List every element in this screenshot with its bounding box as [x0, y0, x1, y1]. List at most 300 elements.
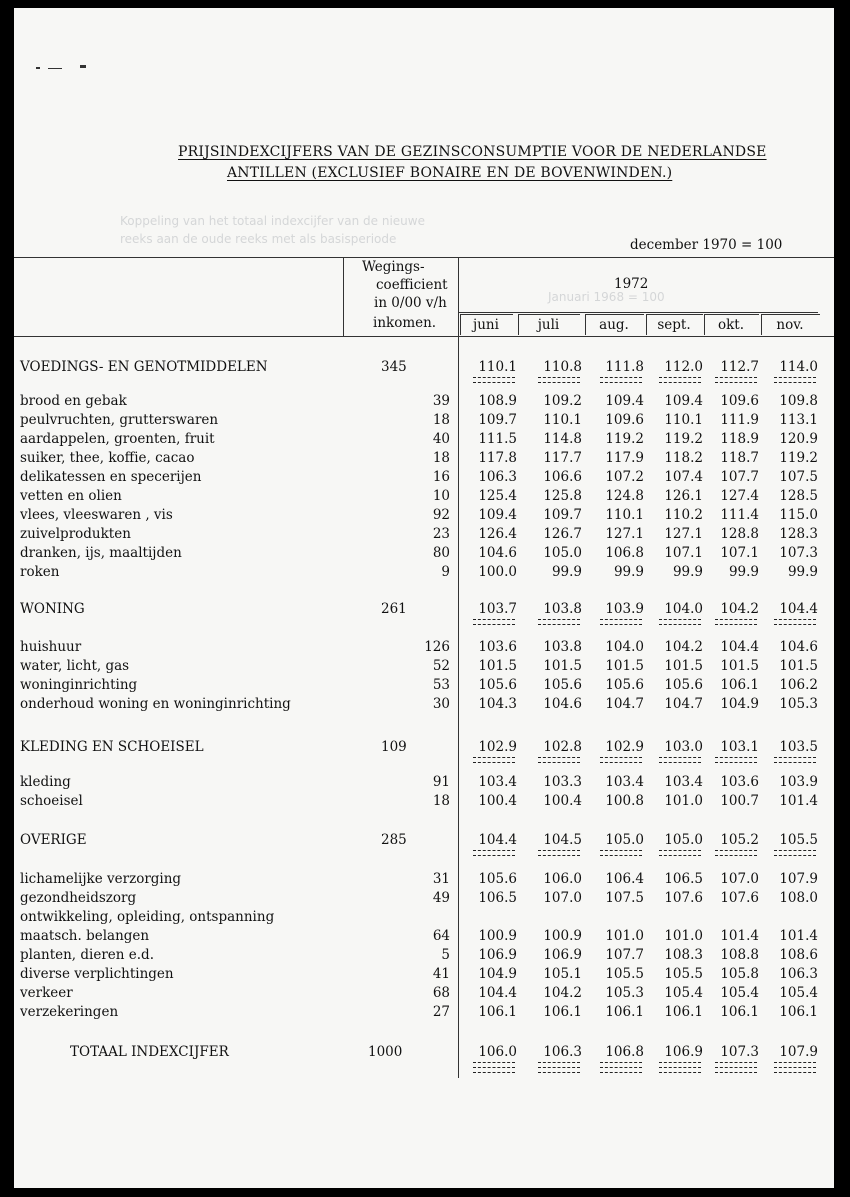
dashed-underline	[715, 1062, 757, 1063]
dashed-underline	[715, 762, 757, 763]
index-value: 109.4	[478, 507, 517, 523]
group-index-value: 104.2	[720, 601, 759, 617]
dashed-underline	[600, 624, 642, 625]
group-label: WONING	[20, 601, 85, 617]
item-weight: 68	[432, 985, 450, 1001]
index-value: 107.3	[779, 545, 818, 561]
item-weight: 5	[441, 947, 450, 963]
table-top-rule	[14, 257, 834, 258]
index-value: 105.1	[543, 966, 582, 982]
dashed-underline	[538, 619, 580, 620]
item-weight: 53	[432, 677, 450, 693]
index-value: 106.3	[478, 469, 517, 485]
month-header-2: juli	[537, 317, 560, 333]
group-index-value: 110.8	[543, 359, 582, 375]
dashed-underline	[473, 624, 515, 625]
dashed-underline	[538, 762, 580, 763]
index-value: 103.6	[720, 774, 759, 790]
index-value: 127.4	[720, 488, 759, 504]
index-value: 105.3	[605, 985, 644, 1001]
index-value: 125.4	[478, 488, 517, 504]
group-index-value: 106.0	[478, 1044, 517, 1060]
index-value: 114.8	[543, 431, 582, 447]
month-header-6: nov.	[776, 317, 804, 333]
dashed-underline	[659, 757, 701, 758]
item-label: suiker, thee, koffie, cacao	[20, 450, 195, 466]
index-value: 104.9	[478, 966, 517, 982]
bleed-through-base: Januari 1968 = 100	[548, 290, 665, 304]
index-value: 104.3	[478, 696, 517, 712]
dashed-underline	[473, 619, 515, 620]
group-index-value: 106.3	[543, 1044, 582, 1060]
group-index-value: 103.9	[605, 601, 644, 617]
dashed-underline	[715, 757, 757, 758]
index-value: 109.4	[664, 393, 703, 409]
index-value: 128.5	[779, 488, 818, 504]
speck	[36, 67, 40, 69]
item-weight: 91	[432, 774, 450, 790]
month-header-4: sept.	[657, 317, 691, 333]
index-value: 106.8	[605, 545, 644, 561]
index-value: 106.1	[779, 1004, 818, 1020]
item-weight: 39	[432, 393, 450, 409]
index-value: 107.0	[543, 890, 582, 906]
dashed-underline	[715, 624, 757, 625]
index-value: 108.0	[779, 890, 818, 906]
group-index-value: 102.8	[543, 739, 582, 755]
dashed-underline	[659, 855, 701, 856]
dashed-underline	[600, 757, 642, 758]
month-header-1: juni	[473, 317, 499, 333]
index-value: 111.9	[720, 412, 759, 428]
index-value: 108.6	[779, 947, 818, 963]
index-value: 105.4	[664, 985, 703, 1001]
index-value: 101.0	[664, 928, 703, 944]
dashed-underline	[715, 1072, 757, 1073]
item-weight: 80	[432, 545, 450, 561]
item-weight: 52	[432, 658, 450, 674]
index-value: 104.4	[720, 639, 759, 655]
index-value: 115.0	[779, 507, 818, 523]
item-label: onderhoud woning en woninginrichting	[20, 696, 291, 712]
index-value: 101.5	[543, 658, 582, 674]
dashed-underline	[715, 855, 757, 856]
index-value: 106.9	[543, 947, 582, 963]
dashed-underline	[774, 382, 816, 383]
item-label: gezondheidszorg	[20, 890, 137, 906]
item-label: schoeisel	[20, 793, 83, 809]
dashed-underline	[600, 382, 642, 383]
index-value: 106.1	[720, 677, 759, 693]
item-label: lichamelijke verzorging	[20, 871, 182, 887]
index-value: 106.6	[543, 469, 582, 485]
dashed-underline	[538, 1067, 580, 1068]
index-value: 113.1	[779, 412, 818, 428]
index-value: 109.6	[720, 393, 759, 409]
index-value: 124.8	[605, 488, 644, 504]
index-value: 101.4	[720, 928, 759, 944]
index-value: 106.1	[605, 1004, 644, 1020]
index-value: 107.2	[605, 469, 644, 485]
dashed-underline	[600, 855, 642, 856]
total-label: TOTAAL INDEXCIJFER	[70, 1044, 229, 1060]
item-weight: 64	[432, 928, 450, 944]
dashed-underline	[538, 1072, 580, 1073]
dashed-underline	[774, 1062, 816, 1063]
dashed-underline	[659, 624, 701, 625]
index-value: 110.1	[543, 412, 582, 428]
index-value: 99.9	[551, 564, 582, 580]
index-value: 109.2	[543, 393, 582, 409]
index-value: 99.9	[787, 564, 818, 580]
group-weight: 109	[381, 739, 407, 755]
index-value: 106.1	[543, 1004, 582, 1020]
index-value: 105.6	[478, 871, 517, 887]
index-value: 106.5	[478, 890, 517, 906]
index-value: 99.9	[613, 564, 644, 580]
item-label: maatsch. belangen	[20, 928, 150, 944]
months-top-rule	[458, 312, 818, 313]
group-index-value: 106.9	[664, 1044, 703, 1060]
index-value: 106.3	[779, 966, 818, 982]
index-value: 103.9	[779, 774, 818, 790]
index-value: 106.1	[720, 1004, 759, 1020]
dashed-underline	[473, 377, 515, 378]
group-index-value: 103.8	[543, 601, 582, 617]
index-value: 101.5	[605, 658, 644, 674]
dashed-underline	[473, 762, 515, 763]
dashed-underline	[538, 377, 580, 378]
group-weight: 285	[381, 832, 407, 848]
index-value: 109.8	[779, 393, 818, 409]
dashed-underline	[473, 1067, 515, 1068]
speck	[48, 68, 62, 69]
item-label: aardappelen, groenten, fruit	[20, 431, 215, 447]
index-value: 110.1	[605, 507, 644, 523]
index-value: 101.4	[779, 793, 818, 809]
item-label: ontwikkeling, opleiding, ontspanning	[20, 909, 275, 925]
dashed-underline	[774, 619, 816, 620]
group-index-value: 104.0	[664, 601, 703, 617]
group-index-value: 107.3	[720, 1044, 759, 1060]
dashed-underline	[659, 1062, 701, 1063]
group-index-value: 104.5	[543, 832, 582, 848]
group-index-value: 104.4	[478, 832, 517, 848]
index-value: 119.2	[779, 450, 818, 466]
index-value: 105.8	[720, 966, 759, 982]
index-value: 100.4	[478, 793, 517, 809]
index-value: 107.4	[664, 469, 703, 485]
dashed-underline	[774, 850, 816, 851]
bleed-through-line-1: Koppeling van het totaal indexcijfer van de nieuwe	[120, 214, 425, 228]
item-label: woninginrichting	[20, 677, 138, 693]
item-weight: 31	[432, 871, 450, 887]
item-weight: 18	[432, 450, 450, 466]
item-weight: 18	[432, 793, 450, 809]
dashed-underline	[473, 382, 515, 383]
index-value: 104.0	[605, 639, 644, 655]
group-label: VOEDINGS- EN GENOTMIDDELEN	[20, 359, 268, 375]
group-index-value: 112.0	[664, 359, 703, 375]
index-value: 127.1	[664, 526, 703, 542]
dashed-underline	[659, 762, 701, 763]
dashed-underline	[715, 382, 757, 383]
month-header-5: okt.	[717, 317, 745, 333]
dashed-underline	[538, 757, 580, 758]
dashed-underline	[600, 762, 642, 763]
speck	[80, 65, 86, 68]
index-value: 103.8	[543, 639, 582, 655]
index-value: 106.9	[478, 947, 517, 963]
index-value: 109.4	[605, 393, 644, 409]
dashed-underline	[600, 377, 642, 378]
item-weight: 30	[432, 696, 450, 712]
item-label: vlees, vleeswaren , vis	[20, 507, 173, 523]
index-value: 107.1	[664, 545, 703, 561]
index-value: 103.4	[478, 774, 517, 790]
group-index-value: 105.0	[664, 832, 703, 848]
weight-header-3: in 0/00 v/h	[374, 295, 447, 311]
item-label: dranken, ijs, maaltijden	[20, 545, 182, 561]
index-value: 100.9	[543, 928, 582, 944]
index-value: 118.2	[664, 450, 703, 466]
index-value: 104.7	[605, 696, 644, 712]
index-value: 105.6	[543, 677, 582, 693]
dashed-underline	[715, 850, 757, 851]
group-index-value: 102.9	[478, 739, 517, 755]
index-value: 107.9	[779, 871, 818, 887]
weight-header-2: coefficient	[376, 277, 448, 293]
group-index-value: 112.7	[720, 359, 759, 375]
index-value: 108.3	[664, 947, 703, 963]
index-value: 101.0	[664, 793, 703, 809]
page-title-line-1: PRIJSINDEXCIJFERS VAN DE GEZINSCONSUMPTIE VOOR DE NEDERLANDSE	[178, 144, 767, 160]
group-index-value: 105.2	[720, 832, 759, 848]
bleed-through-line-2: reeks aan de oude reeks met als basisperiode	[120, 232, 397, 246]
group-weight: 261	[381, 601, 407, 617]
group-index-value: 106.8	[605, 1044, 644, 1060]
dashed-underline	[659, 382, 701, 383]
index-value: 127.1	[605, 526, 644, 542]
index-value: 109.7	[478, 412, 517, 428]
group-index-value: 102.9	[605, 739, 644, 755]
index-value: 99.9	[672, 564, 703, 580]
index-value: 103.3	[543, 774, 582, 790]
index-value: 126.4	[478, 526, 517, 542]
index-value: 100.8	[605, 793, 644, 809]
index-value: 107.6	[720, 890, 759, 906]
group-index-value: 104.4	[779, 601, 818, 617]
group-index-value: 110.1	[478, 359, 517, 375]
item-label: vetten en olien	[20, 488, 122, 504]
index-value: 118.9	[720, 431, 759, 447]
index-value: 120.9	[779, 431, 818, 447]
index-value: 105.5	[664, 966, 703, 982]
dashed-underline	[538, 1062, 580, 1063]
index-value: 106.1	[478, 1004, 517, 1020]
item-weight: 9	[441, 564, 450, 580]
index-value: 128.8	[720, 526, 759, 542]
index-value: 107.0	[720, 871, 759, 887]
group-index-value: 105.5	[779, 832, 818, 848]
index-value: 125.8	[543, 488, 582, 504]
group-index-value: 105.0	[605, 832, 644, 848]
column-rule-months	[458, 257, 459, 1078]
dashed-underline	[473, 850, 515, 851]
index-value: 111.5	[478, 431, 517, 447]
index-value: 107.7	[605, 947, 644, 963]
document-page	[14, 8, 834, 1188]
index-value: 117.9	[605, 450, 644, 466]
dashed-underline	[538, 624, 580, 625]
item-weight: 40	[432, 431, 450, 447]
header-bottom-rule	[14, 336, 834, 337]
index-value: 107.7	[720, 469, 759, 485]
item-weight: 10	[432, 488, 450, 504]
group-index-value: 114.0	[779, 359, 818, 375]
dashed-underline	[600, 619, 642, 620]
dashed-underline	[659, 619, 701, 620]
index-value: 101.4	[779, 928, 818, 944]
index-value: 110.1	[664, 412, 703, 428]
index-value: 103.6	[478, 639, 517, 655]
index-value: 101.5	[720, 658, 759, 674]
index-value: 104.9	[720, 696, 759, 712]
index-value: 103.4	[605, 774, 644, 790]
index-value: 105.4	[779, 985, 818, 1001]
dashed-underline	[538, 855, 580, 856]
index-value: 105.3	[779, 696, 818, 712]
dashed-underline	[715, 377, 757, 378]
index-value: 100.4	[543, 793, 582, 809]
index-value: 106.0	[543, 871, 582, 887]
item-label: verkeer	[20, 985, 73, 1001]
item-weight: 126	[424, 639, 450, 655]
item-weight: 16	[432, 469, 450, 485]
index-value: 104.2	[664, 639, 703, 655]
month-header-3: aug.	[599, 317, 629, 333]
index-value: 105.5	[605, 966, 644, 982]
index-value: 106.1	[664, 1004, 703, 1020]
item-weight: 41	[432, 966, 450, 982]
item-label: verzekeringen	[20, 1004, 119, 1020]
dashed-underline	[715, 619, 757, 620]
index-value: 103.4	[664, 774, 703, 790]
page-title-line-2: ANTILLEN (EXCLUSIEF BONAIRE EN DE BOVENWINDEN.)	[227, 165, 673, 181]
dashed-underline	[774, 855, 816, 856]
group-index-value: 103.7	[478, 601, 517, 617]
index-value: 117.8	[478, 450, 517, 466]
dashed-underline	[473, 1072, 515, 1073]
total-weight: 1000	[368, 1044, 403, 1060]
dashed-underline	[600, 850, 642, 851]
index-value: 100.9	[478, 928, 517, 944]
index-value: 101.5	[779, 658, 818, 674]
index-value: 107.6	[664, 890, 703, 906]
dashed-underline	[774, 1072, 816, 1073]
index-value: 109.6	[605, 412, 644, 428]
index-value: 119.2	[664, 431, 703, 447]
year-header: 1972	[614, 276, 649, 292]
dashed-underline	[473, 855, 515, 856]
index-value: 111.4	[720, 507, 759, 523]
index-value: 106.4	[605, 871, 644, 887]
index-value: 126.7	[543, 526, 582, 542]
index-value: 104.7	[664, 696, 703, 712]
group-weight: 345	[381, 359, 407, 375]
index-value: 105.6	[478, 677, 517, 693]
item-weight: 18	[432, 412, 450, 428]
dashed-underline	[600, 1062, 642, 1063]
item-label: peulvruchten, grutterswaren	[20, 412, 219, 428]
group-index-value: 103.0	[664, 739, 703, 755]
index-value: 101.0	[605, 928, 644, 944]
index-value: 107.5	[779, 469, 818, 485]
item-label: water, licht, gas	[20, 658, 130, 674]
index-value: 105.4	[720, 985, 759, 1001]
index-value: 108.9	[478, 393, 517, 409]
group-index-value: 107.9	[779, 1044, 818, 1060]
item-label: planten, dieren e.d.	[20, 947, 154, 963]
base-period-note: december 1970 = 100	[630, 237, 783, 253]
item-label: zuivelprodukten	[20, 526, 131, 542]
dashed-underline	[473, 1062, 515, 1063]
dashed-underline	[659, 377, 701, 378]
group-label: OVERIGE	[20, 832, 87, 848]
index-value: 104.4	[478, 985, 517, 1001]
group-index-value: 111.8	[605, 359, 644, 375]
index-value: 106.2	[779, 677, 818, 693]
dashed-underline	[659, 1072, 701, 1073]
index-value: 109.7	[543, 507, 582, 523]
index-value: 108.8	[720, 947, 759, 963]
item-label: huishuur	[20, 639, 82, 655]
index-value: 117.7	[543, 450, 582, 466]
index-value: 105.6	[605, 677, 644, 693]
index-value: 105.0	[543, 545, 582, 561]
dashed-underline	[774, 762, 816, 763]
dashed-underline	[774, 377, 816, 378]
dashed-underline	[774, 1067, 816, 1068]
index-value: 105.6	[664, 677, 703, 693]
item-weight: 23	[432, 526, 450, 542]
dashed-underline	[659, 850, 701, 851]
weight-header-1: Wegings-	[362, 259, 425, 275]
item-label: brood en gebak	[20, 393, 127, 409]
dashed-underline	[538, 382, 580, 383]
group-index-value: 103.1	[720, 739, 759, 755]
index-value: 110.2	[664, 507, 703, 523]
column-rule-weight	[343, 257, 344, 337]
dashed-underline	[659, 1067, 701, 1068]
index-value: 99.9	[728, 564, 759, 580]
dashed-underline	[600, 1072, 642, 1073]
group-label: KLEDING EN SCHOEISEL	[20, 739, 204, 755]
index-value: 104.6	[543, 696, 582, 712]
index-value: 101.5	[664, 658, 703, 674]
item-label: roken	[20, 564, 60, 580]
item-label: kleding	[20, 774, 71, 790]
item-weight: 92	[432, 507, 450, 523]
dashed-underline	[715, 1067, 757, 1068]
item-weight: 27	[432, 1004, 450, 1020]
weight-header-4: inkomen.	[373, 315, 437, 331]
index-value: 104.6	[779, 639, 818, 655]
dashed-underline	[774, 624, 816, 625]
index-value: 106.5	[664, 871, 703, 887]
index-value: 128.3	[779, 526, 818, 542]
index-value: 104.2	[543, 985, 582, 1001]
